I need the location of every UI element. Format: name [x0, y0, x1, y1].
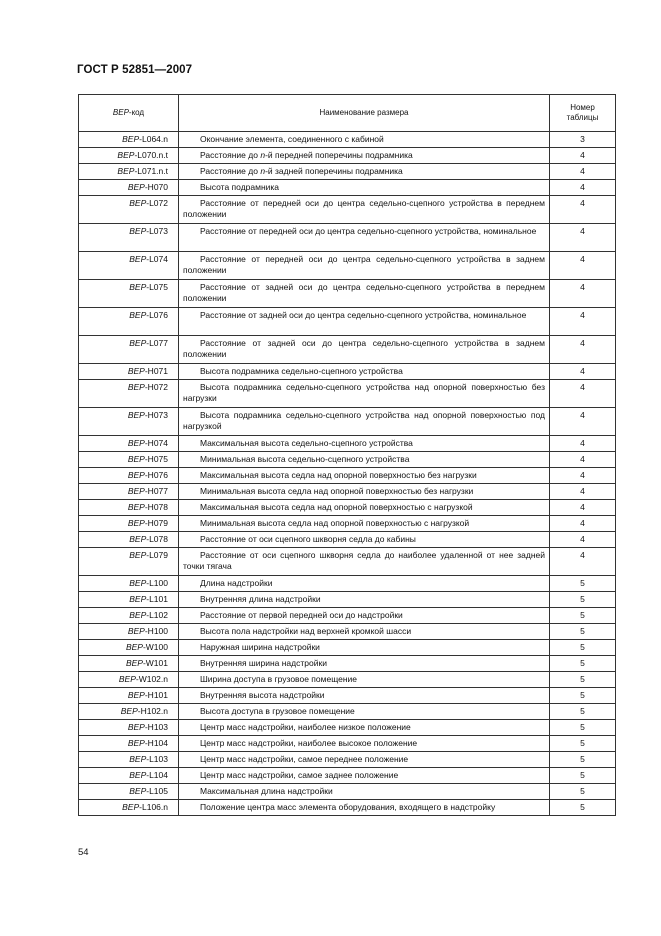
code-prefix: ВЕР [129, 338, 147, 348]
table-number-cell: 4 [550, 380, 616, 408]
code-value: -L077 [146, 338, 168, 348]
table-number-cell: 4 [550, 336, 616, 364]
dimension-name: Высота пола надстройки над верхней кромкой шасси [200, 626, 412, 636]
table-row [79, 576, 616, 592]
code-prefix: ВЕР [129, 534, 147, 544]
table-number-cell: 4 [550, 224, 616, 252]
dimension-name: Расстояние от первой передней оси до надстройки [200, 610, 403, 620]
table-row [79, 640, 616, 656]
table-row [79, 656, 616, 672]
name-cell [179, 768, 550, 784]
name-cell [179, 148, 550, 164]
table-row [79, 132, 616, 148]
name-cell [179, 164, 550, 180]
name-cell [179, 252, 550, 280]
table-number-cell: 5 [550, 704, 616, 720]
name-cell [179, 752, 550, 768]
code-cell [79, 592, 179, 608]
dimension-name: Расстояние от передней оси до центра седельно-сцепного устройства, номинальное [200, 226, 537, 236]
code-cell [79, 180, 179, 196]
table-row [79, 380, 616, 408]
name-cell [179, 800, 550, 816]
name-cell [179, 380, 550, 408]
code-prefix: ВЕР [127, 470, 145, 480]
table-row [79, 704, 616, 720]
table-number-cell: 5 [550, 640, 616, 656]
page-number: 54 [78, 847, 89, 858]
dimension-name: Центр масс надстройки, самое переднее положение [200, 754, 409, 764]
code-value: -H072 [144, 382, 168, 392]
table-row [79, 180, 616, 196]
table-row [79, 532, 616, 548]
code-value: -H103 [144, 722, 168, 732]
name-cell [179, 720, 550, 736]
code-prefix: ВЕР [129, 786, 147, 796]
code-prefix: ВЕР [122, 134, 140, 144]
code-prefix: ВЕР [129, 254, 147, 264]
table-row [79, 548, 616, 576]
code-value: -L104 [146, 770, 168, 780]
code-cell [79, 280, 179, 308]
name-cell [179, 364, 550, 380]
table-row [79, 468, 616, 484]
code-value: -H100 [144, 626, 168, 636]
dimension-name: Максимальная высота седельно-сцепного устройства [200, 438, 413, 448]
code-value: -H075 [144, 454, 168, 464]
code-prefix: ВЕР [127, 738, 145, 748]
code-cell [79, 164, 179, 180]
dimension-name: Высота подрамника седельно-сцепного устройства над опорной поверхностью без нагрузки [183, 382, 545, 403]
dimension-name: Внутренняя длина надстройки [200, 594, 321, 604]
column-header-table-number [550, 95, 616, 132]
table-row [79, 364, 616, 380]
name-cell [179, 548, 550, 576]
table-number-cell: 5 [550, 736, 616, 752]
code-prefix: ВЕР [125, 658, 143, 668]
table-number-cell: 3 [550, 132, 616, 148]
table-row [79, 308, 616, 336]
name-cell [179, 688, 550, 704]
code-value: -W102.n [135, 674, 168, 684]
table-row [79, 784, 616, 800]
name-cell [179, 452, 550, 468]
dimension-name: Высота доступа в грузовое помещение [200, 706, 355, 716]
table-number-cell: 5 [550, 608, 616, 624]
code-prefix: ВЕР [127, 690, 145, 700]
code-value: -W100 [142, 642, 168, 652]
table-number-cell: 5 [550, 720, 616, 736]
table-number-cell: 5 [550, 784, 616, 800]
code-cell [79, 720, 179, 736]
table-number-cell: 5 [550, 768, 616, 784]
table-number-cell: 4 [550, 468, 616, 484]
dimension-name: Окончание элемента, соединенного с кабиной [200, 134, 384, 144]
code-prefix: ВЕР [129, 594, 147, 604]
code-cell [79, 704, 179, 720]
dimension-name: Расстояние от оси сцепного шкворня седла до кабины [200, 534, 416, 544]
name-cell [179, 516, 550, 532]
table-row [79, 672, 616, 688]
code-value: -L102 [146, 610, 168, 620]
table-number-cell: 4 [550, 148, 616, 164]
code-prefix: ВЕР [125, 642, 143, 652]
name-cell [179, 656, 550, 672]
code-value: -H077 [144, 486, 168, 496]
name-cell [179, 784, 550, 800]
code-value: -W101 [142, 658, 168, 668]
table-row [79, 196, 616, 224]
name-cell [179, 500, 550, 516]
table-number-label-line2: таблицы [566, 113, 599, 122]
dimension-name: Расстояние до n-й задней поперечины подрамника [200, 166, 403, 176]
name-cell [179, 280, 550, 308]
code-value: -L101 [146, 594, 168, 604]
dimension-name: Расстояние от задней оси до центра седельно-сцепного устройства в заднем положении [183, 338, 545, 359]
code-cell [79, 640, 179, 656]
code-cell [79, 224, 179, 252]
dimension-name: Высота подрамника седельно-сцепного устройства [200, 366, 403, 376]
code-value: -L075 [146, 282, 168, 292]
table-number-cell: 4 [550, 484, 616, 500]
column-header-code [79, 95, 179, 132]
code-cell [79, 548, 179, 576]
code-cell [79, 736, 179, 752]
dimension-name: Расстояние от задней оси до центра седельно-сцепного устройства в переднем положении [183, 282, 545, 303]
code-prefix: ВЕР [127, 502, 145, 512]
table-number-cell: 5 [550, 656, 616, 672]
table-row [79, 768, 616, 784]
code-prefix: ВЕР [127, 182, 145, 192]
table-number-cell: 4 [550, 180, 616, 196]
code-value: -L076 [146, 310, 168, 320]
name-cell [179, 672, 550, 688]
table-number-cell: 5 [550, 672, 616, 688]
code-cell [79, 468, 179, 484]
table-number-cell: 4 [550, 452, 616, 468]
code-prefix: ВЕР [129, 282, 147, 292]
dimension-name: Минимальная высота седельно-сцепного устройства [200, 454, 410, 464]
table-number-cell: 5 [550, 688, 616, 704]
table-row [79, 164, 616, 180]
code-prefix: ВЕР [129, 550, 147, 560]
code-cell [79, 800, 179, 816]
table-row [79, 736, 616, 752]
dimension-name: Центр масс надстройки, наиболее низкое положение [200, 722, 411, 732]
code-prefix: ВЕР [127, 382, 145, 392]
dimension-name: Наружная ширина надстройки [200, 642, 320, 652]
table-row [79, 500, 616, 516]
code-cell [79, 336, 179, 364]
name-cell [179, 592, 550, 608]
table-row [79, 252, 616, 280]
name-cell [179, 640, 550, 656]
code-value: -H070 [144, 182, 168, 192]
code-cell [79, 516, 179, 532]
dimension-name: Положение центра масс элемента оборудования, входящего в надстройку [200, 802, 496, 812]
name-cell [179, 468, 550, 484]
code-prefix: ВЕР [117, 150, 135, 160]
code-value: -L100 [146, 578, 168, 588]
code-cell [79, 196, 179, 224]
code-value: -H104 [144, 738, 168, 748]
code-cell [79, 452, 179, 468]
dimension-name: Центр масс надстройки, самое заднее положение [200, 770, 399, 780]
code-value: -L074 [146, 254, 168, 264]
code-value: -L070.n.t [134, 150, 168, 160]
code-cell [79, 308, 179, 336]
table-number-cell: 4 [550, 364, 616, 380]
code-cell [79, 672, 179, 688]
table-row [79, 516, 616, 532]
code-prefix: ВЕР [117, 166, 135, 176]
dimension-name: Максимальная высота седла над опорной поверхностью без нагрузки [200, 470, 477, 480]
table-number-cell: 5 [550, 800, 616, 816]
dimension-name: Внутренняя высота надстройки [200, 690, 325, 700]
table-number-label-line1: Номер [570, 103, 595, 112]
code-value: -H079 [144, 518, 168, 528]
name-cell [179, 576, 550, 592]
table-number-cell: 5 [550, 624, 616, 640]
table-header-row [79, 95, 616, 132]
name-cell [179, 624, 550, 640]
code-value: -L106.n [139, 802, 168, 812]
dimension-name: Центр масс надстройки, наиболее высокое положение [200, 738, 418, 748]
code-value: -H101 [144, 690, 168, 700]
table-row [79, 624, 616, 640]
table-row [79, 484, 616, 500]
name-cell [179, 308, 550, 336]
code-cell [79, 532, 179, 548]
code-cell [79, 768, 179, 784]
name-cell [179, 180, 550, 196]
code-prefix: ВЕР [127, 518, 145, 528]
code-prefix: ВЕР [127, 366, 145, 376]
name-cell [179, 436, 550, 452]
table-row [79, 148, 616, 164]
code-prefix: ВЕР [120, 706, 138, 716]
code-value: -L064.n [139, 134, 168, 144]
code-value: -H102.n [137, 706, 168, 716]
name-cell [179, 704, 550, 720]
dimension-name: Расстояние до n-й передней поперечины подрамника [200, 150, 413, 160]
dimension-name: Высота подрамника [200, 182, 280, 192]
table-number-cell: 5 [550, 752, 616, 768]
dimension-name: Расстояние от оси сцепного шкворня седла до наиболее удаленной от нее задней точки тягача [183, 550, 545, 571]
column-header-name: Наименование размера [179, 95, 550, 132]
code-value: -H073 [144, 410, 168, 420]
code-cell [79, 252, 179, 280]
code-cell [79, 408, 179, 436]
dimensions-table [78, 94, 616, 816]
code-value: -H078 [144, 502, 168, 512]
code-prefix: ВЕР [129, 770, 147, 780]
code-prefix: ВЕР [112, 108, 129, 117]
dimension-name: Ширина доступа в грузовое помещение [200, 674, 357, 684]
table-number-cell: 4 [550, 500, 616, 516]
table-row [79, 720, 616, 736]
code-value: -H076 [144, 470, 168, 480]
table-number-cell: 4 [550, 164, 616, 180]
code-value: -L079 [146, 550, 168, 560]
code-cell [79, 364, 179, 380]
code-prefix: ВЕР [127, 454, 145, 464]
table-row [79, 688, 616, 704]
code-suffix: -код [128, 108, 145, 117]
code-prefix: ВЕР [127, 486, 145, 496]
code-value: -L078 [146, 534, 168, 544]
code-cell [79, 500, 179, 516]
code-prefix: ВЕР [127, 410, 145, 420]
table-row [79, 436, 616, 452]
dimension-name: Расстояние от задней оси до центра седельно-сцепного устройства, номинальное [200, 310, 527, 320]
code-prefix: ВЕР [129, 610, 147, 620]
table-row [79, 280, 616, 308]
code-prefix: ВЕР [122, 802, 140, 812]
table-row [79, 452, 616, 468]
code-cell [79, 380, 179, 408]
table-number-cell: 4 [550, 408, 616, 436]
document-header: ГОСТ Р 52851—2007 [77, 64, 193, 76]
table-number-cell: 4 [550, 532, 616, 548]
code-cell [79, 656, 179, 672]
code-cell [79, 624, 179, 640]
dimension-name: Минимальная высота седла над опорной поверхностью без нагрузки [200, 486, 474, 496]
name-cell [179, 132, 550, 148]
code-prefix: ВЕР [127, 626, 145, 636]
code-prefix: ВЕР [118, 674, 136, 684]
code-cell [79, 752, 179, 768]
code-value: -L105 [146, 786, 168, 796]
name-cell [179, 608, 550, 624]
table-number-cell: 4 [550, 516, 616, 532]
name-cell [179, 736, 550, 752]
table-number-cell: 4 [550, 196, 616, 224]
table-number-cell: 4 [550, 308, 616, 336]
dimension-name: Максимальная высота седла над опорной поверхностью с нагрузкой [200, 502, 473, 512]
table-row [79, 752, 616, 768]
code-prefix: ВЕР [129, 226, 147, 236]
code-value: -L071.n.t [134, 166, 168, 176]
name-cell [179, 484, 550, 500]
code-cell [79, 688, 179, 704]
code-cell [79, 576, 179, 592]
code-prefix: ВЕР [127, 722, 145, 732]
dimension-name: Длина надстройки [200, 578, 273, 588]
code-value: -L103 [146, 754, 168, 764]
code-value: -H074 [144, 438, 168, 448]
table-number-cell: 5 [550, 576, 616, 592]
code-cell [79, 132, 179, 148]
dimension-name: Расстояние от передней оси до центра седельно-сцепного устройства в переднем положении [183, 198, 545, 219]
table-number-cell: 5 [550, 592, 616, 608]
table-number-cell: 4 [550, 252, 616, 280]
code-cell [79, 484, 179, 500]
code-cell [79, 148, 179, 164]
code-cell [79, 608, 179, 624]
table-row [79, 608, 616, 624]
table-row [79, 800, 616, 816]
name-cell [179, 336, 550, 364]
name-cell [179, 532, 550, 548]
dimension-name: Минимальная высота седла над опорной поверхностью с нагрузкой [200, 518, 470, 528]
code-value: -L072 [146, 198, 168, 208]
name-cell [179, 196, 550, 224]
table-row [79, 408, 616, 436]
code-cell [79, 436, 179, 452]
code-prefix: ВЕР [129, 578, 147, 588]
table-row [79, 224, 616, 252]
dimension-name: Расстояние от передней оси до центра седельно-сцепного устройства в заднем положении [183, 254, 545, 275]
code-value: -L073 [146, 226, 168, 236]
name-cell [179, 408, 550, 436]
name-cell [179, 224, 550, 252]
table-number-cell: 4 [550, 436, 616, 452]
code-prefix: ВЕР [129, 754, 147, 764]
code-value: -H071 [144, 366, 168, 376]
code-prefix: ВЕР [129, 310, 147, 320]
dimension-name: Максимальная длина надстройки [200, 786, 333, 796]
code-prefix: ВЕР [127, 438, 145, 448]
table-row [79, 336, 616, 364]
code-prefix: ВЕР [129, 198, 147, 208]
table-number-cell: 4 [550, 548, 616, 576]
dimension-name: Высота подрамника седельно-сцепного устройства над опорной поверхностью под нагрузкой [183, 410, 545, 431]
code-cell [79, 784, 179, 800]
table-number-cell: 4 [550, 280, 616, 308]
table-row [79, 592, 616, 608]
dimension-name: Внутренняя ширина надстройки [200, 658, 327, 668]
